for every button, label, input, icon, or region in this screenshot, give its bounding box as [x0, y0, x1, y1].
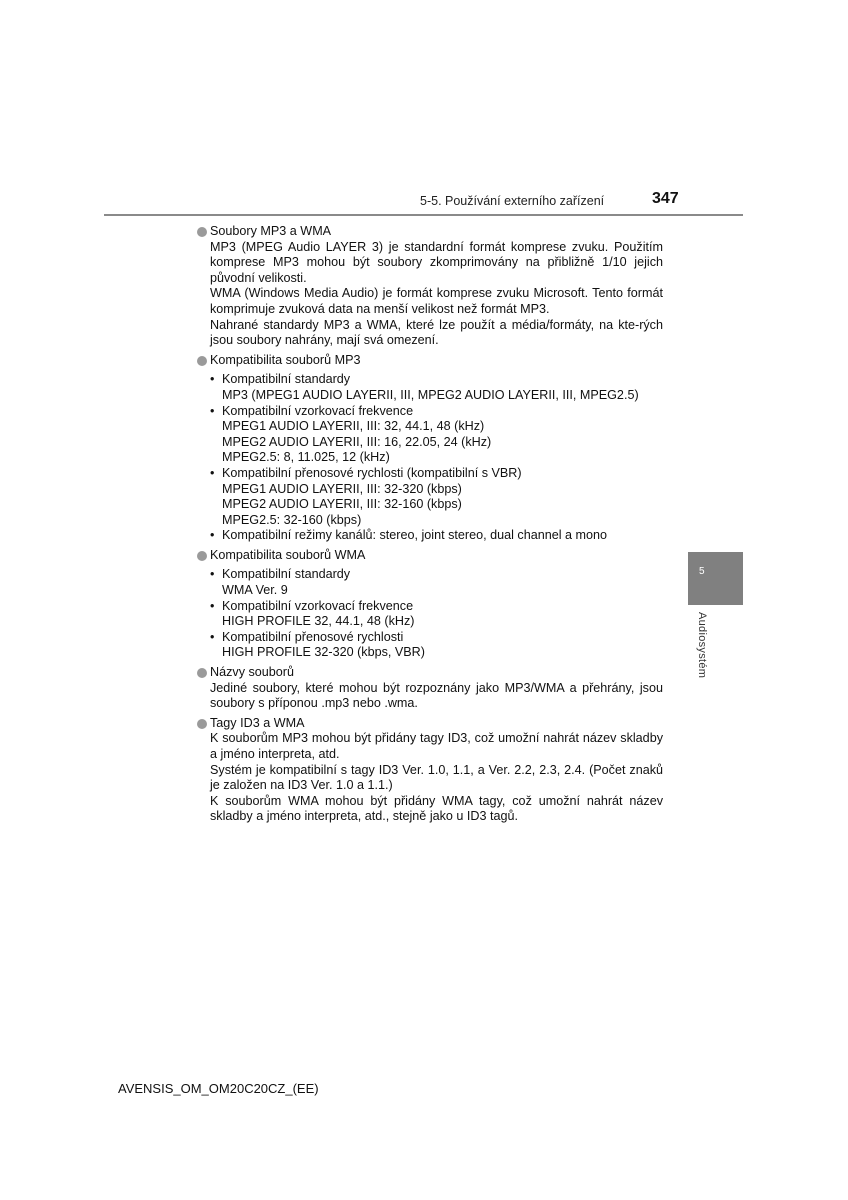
section-title: 5-5. Používání externího zařízení — [420, 194, 605, 208]
section-heading — [197, 665, 663, 681]
item-label: Kompatibilní režimy kanálů: stereo, joint stereo, dual channel a mono — [222, 528, 608, 543]
header-divider — [104, 214, 743, 216]
paragraph: WMA (Windows Media Audio) je formát komprese zvuku Microsoft. Tento formát komprimuje zvuková data na menší velikost než formát MP3. — [210, 286, 663, 316]
list-item — [210, 567, 663, 598]
section-mp3-wma-files — [197, 224, 663, 349]
spec-list — [197, 372, 663, 544]
item-value: MPEG2 AUDIO LAYERII, III: 32-160 (kbps) — [222, 497, 462, 512]
item-label: Kompatibilní standardy — [222, 372, 351, 387]
item-value: WMA Ver. 9 — [222, 583, 288, 598]
bullet-icon: • — [210, 629, 215, 644]
paragraph: K souborům WMA mohou být přidány WMA tagy, což umožní nahrát název skladby a jméno interpreta, atd., stejně jako u ID3 tagů. — [210, 793, 663, 824]
list-item — [210, 404, 663, 466]
section-heading — [197, 224, 663, 240]
document-code: AVENSIS_OM_OM20C20CZ_(EE) — [118, 1081, 319, 1096]
bullet-dot-icon — [197, 551, 207, 561]
spec-list — [197, 567, 663, 661]
bullet-dot-icon — [197, 227, 207, 237]
section-mp3-compatibility — [197, 353, 663, 544]
item-value: MPEG1 AUDIO LAYERII, III: 32-320 (kbps) — [222, 481, 462, 496]
item-value: MP3 (MPEG1 AUDIO LAYERII, III, MPEG2 AUDIO LAYERII, III, MPEG2.5) — [222, 387, 639, 402]
bullet-dot-icon — [197, 668, 207, 678]
paragraph: K souborům MP3 mohou být přidány tagy ID3, což umožní nahrát název skladby a jméno interpreta, atd. — [210, 731, 663, 761]
item-value: MPEG2.5: 32-160 (kbps) — [222, 512, 362, 527]
item-value: MPEG1 AUDIO LAYERII, III: 32, 44.1, 48 (kHz) — [222, 419, 485, 434]
section-title: Tagy ID3 a WMA — [210, 715, 305, 730]
bullet-icon: • — [210, 567, 215, 582]
section-id3-wma-tags — [197, 716, 663, 825]
section-title: Kompatibilita souborů WMA — [210, 547, 366, 562]
bullet-icon: • — [210, 598, 215, 613]
section-body — [197, 240, 663, 349]
paragraph: Jediné soubory, které mohou být rozpoznány jako MP3/WMA a přehrány, jsou soubory s příponou .mp3 nebo .wma. — [210, 680, 663, 711]
section-heading — [197, 548, 663, 564]
paragraph: MP3 (MPEG Audio LAYER 3) je standardní formát komprese zvuku. Použitím komprese MP3 mohou být soubory zkomprimovány na přibližně 1/10 jejich původní velikosti. — [210, 239, 663, 285]
item-label: Kompatibilní přenosové rychlosti — [222, 629, 404, 644]
item-label: Kompatibilní přenosové rychlosti (kompatibilní s VBR) — [222, 465, 522, 480]
section-title: Soubory MP3 a WMA — [210, 224, 332, 238]
bullet-icon: • — [210, 528, 215, 543]
list-item — [210, 528, 663, 544]
bullet-icon: • — [210, 465, 215, 480]
chapter-label: Audiosystém — [696, 612, 708, 679]
section-body — [197, 731, 663, 825]
bullet-dot-icon — [197, 719, 207, 729]
bullet-icon: • — [210, 403, 215, 418]
item-label: Kompatibilní vzorkovací frekvence — [222, 403, 414, 418]
page-content — [197, 224, 663, 829]
section-title: Kompatibilita souborů MP3 — [210, 352, 361, 367]
section-title: Názvy souborů — [210, 665, 294, 680]
item-label: Kompatibilní standardy — [222, 567, 351, 582]
paragraph: Systém je kompatibilní s tagy ID3 Ver. 1.0, 1.1, a Ver. 2.2, 2.3, 2.4. (Počet znaků je založen na ID3 Ver. 1.0 a 1.1.) — [210, 762, 663, 793]
item-value: MPEG2.5: 8, 11.025, 12 (kHz) — [222, 450, 390, 465]
section-heading — [197, 353, 663, 369]
section-body — [197, 681, 663, 712]
item-value: HIGH PROFILE 32, 44.1, 48 (kHz) — [222, 614, 415, 629]
section-heading — [197, 716, 663, 732]
item-value: MPEG2 AUDIO LAYERII, III: 16, 22.05, 24 (kHz) — [222, 434, 492, 449]
list-item — [210, 630, 663, 661]
chapter-number: 5 — [699, 566, 705, 577]
page-number: 347 — [652, 190, 679, 207]
section-file-names — [197, 665, 663, 712]
bullet-icon: • — [210, 372, 215, 387]
chapter-tab — [688, 552, 743, 605]
bullet-dot-icon — [197, 356, 207, 366]
list-item — [210, 372, 663, 403]
item-label: Kompatibilní vzorkovací frekvence — [222, 598, 414, 613]
list-item — [210, 466, 663, 528]
paragraph: Nahrané standardy MP3 a WMA, které lze použít a média/formáty, na kte-rých jsou soubory nahrány, mají svá omezení. — [210, 317, 663, 348]
section-wma-compatibility — [197, 548, 663, 661]
item-value: HIGH PROFILE 32-320 (kbps, VBR) — [222, 645, 425, 660]
list-item — [210, 599, 663, 630]
